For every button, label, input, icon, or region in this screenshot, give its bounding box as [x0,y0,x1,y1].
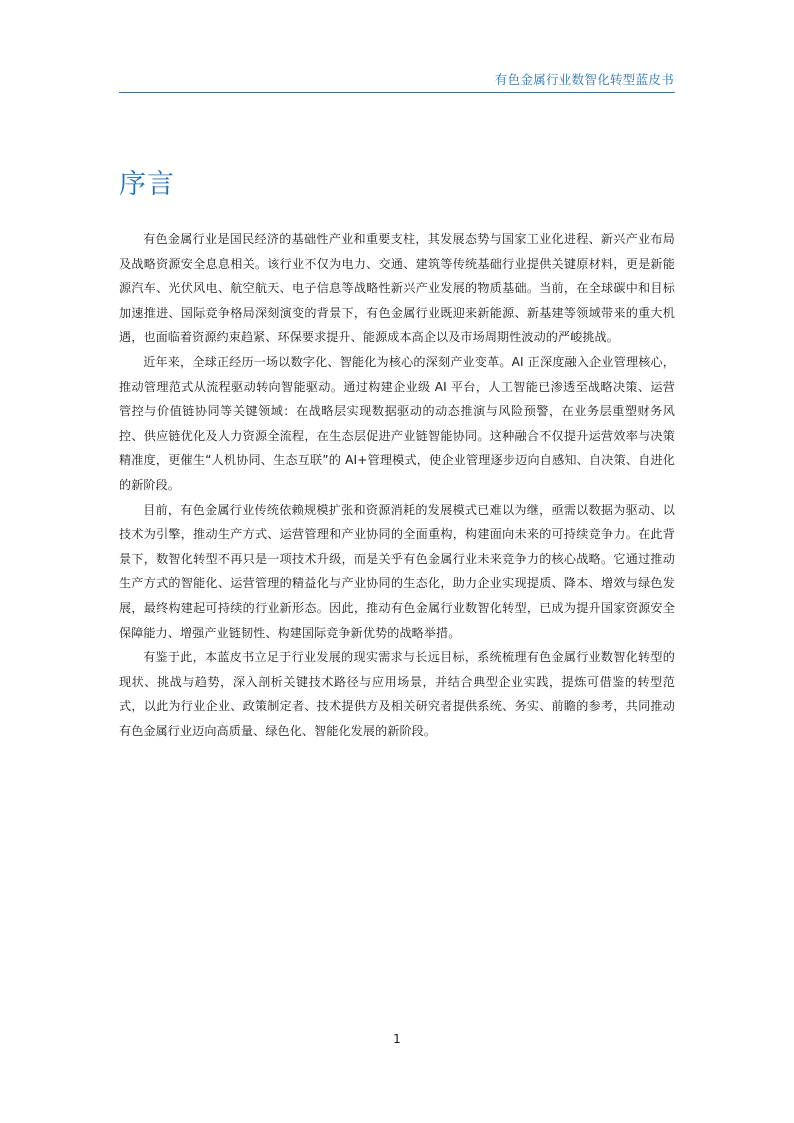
paragraph: 有鉴于此，本蓝皮书立足于行业发展的现实需求与长远目标，系统梳理有色金属行业数智化转型的现状、挑战与趋势，深入剖析关键技术路径与应用场景，并结合典型企业实践，提炼可借鉴的转型范式，以此为行业企业、政策制定者、技术提供方及相关研究者提供系统、务实、前瞻的参考，共同推动有色金属行业迈向高质量、绿色化、智能化发展的新阶段。 [119,650,675,738]
preface-body [119,227,675,743]
paragraph: 近年来，全球正经历一场以数字化、智能化为核心的深刻产业变革。AI 正深度融入企业管理核心，推动管理范式从流程驱动转向智能驱动。通过构建企业级 AI 平台，人工智能已渗透至战略决策、运营管控与价值链协同等关键领域：在战略层实现数据驱动的动态推演与风险预警，在业务层重塑财务风控、供应链优化及人力资源全流程，在生态层促进产业链智能协同。这种融合不仅提升运营效率与决策精准度，更催生“人机协同、生态互联”的 AI+管理模式，使企业管理逐步迈向自感知、自决策、自进化的新阶段。 [119,354,675,492]
paragraph: 目前，有色金属行业传统依赖规模扩张和资源消耗的发展模式已难以为继，亟需以数据为驱动、以技术为引擎，推动生产方式、运营管理和产业协同的全面重构，构建面向未来的可持续竞争力。在此背景下，数智化转型不再只是一项技术升级，而是关乎有色金属行业未来竞争力的核心战略。它通过推动生产方式的智能化、运营管理的精益化与产业协同的生态化，助力企业实现提质、降本、增效与绿色发展，最终构建起可持续的行业新形态。因此，推动有色金属行业数智化转型，已成为提升国家资源安全保障能力、增强产业链韧性、构建国际竞争新优势的战略举措。 [119,502,675,640]
running-header-title: 有色金属行业数智化转型蓝皮书 [494,72,674,87]
header-divider [119,92,675,93]
paragraph: 有色金属行业是国民经济的基础性产业和重要支柱，其发展态势与国家工业化进程、新兴产业布局及战略资源安全息息相关。该行业不仅为电力、交通、建筑等传统基础行业提供关键原材料，更是新能源汽车、光伏风电、航空航天、电子信息等战略性新兴产业发展的物质基础。当前，在全球碳中和目标加速推进、国际竞争格局深刻演变的背景下，有色金属行业既迎来新能源、新基建等领域带来的重大机遇，也面临着资源约束趋紧、环保要求提升、能源成本高企以及市场周期性波动的严峻挑战。 [119,232,675,345]
page-number: 1 [393,1032,401,1046]
page-title: 序言 [119,169,175,200]
